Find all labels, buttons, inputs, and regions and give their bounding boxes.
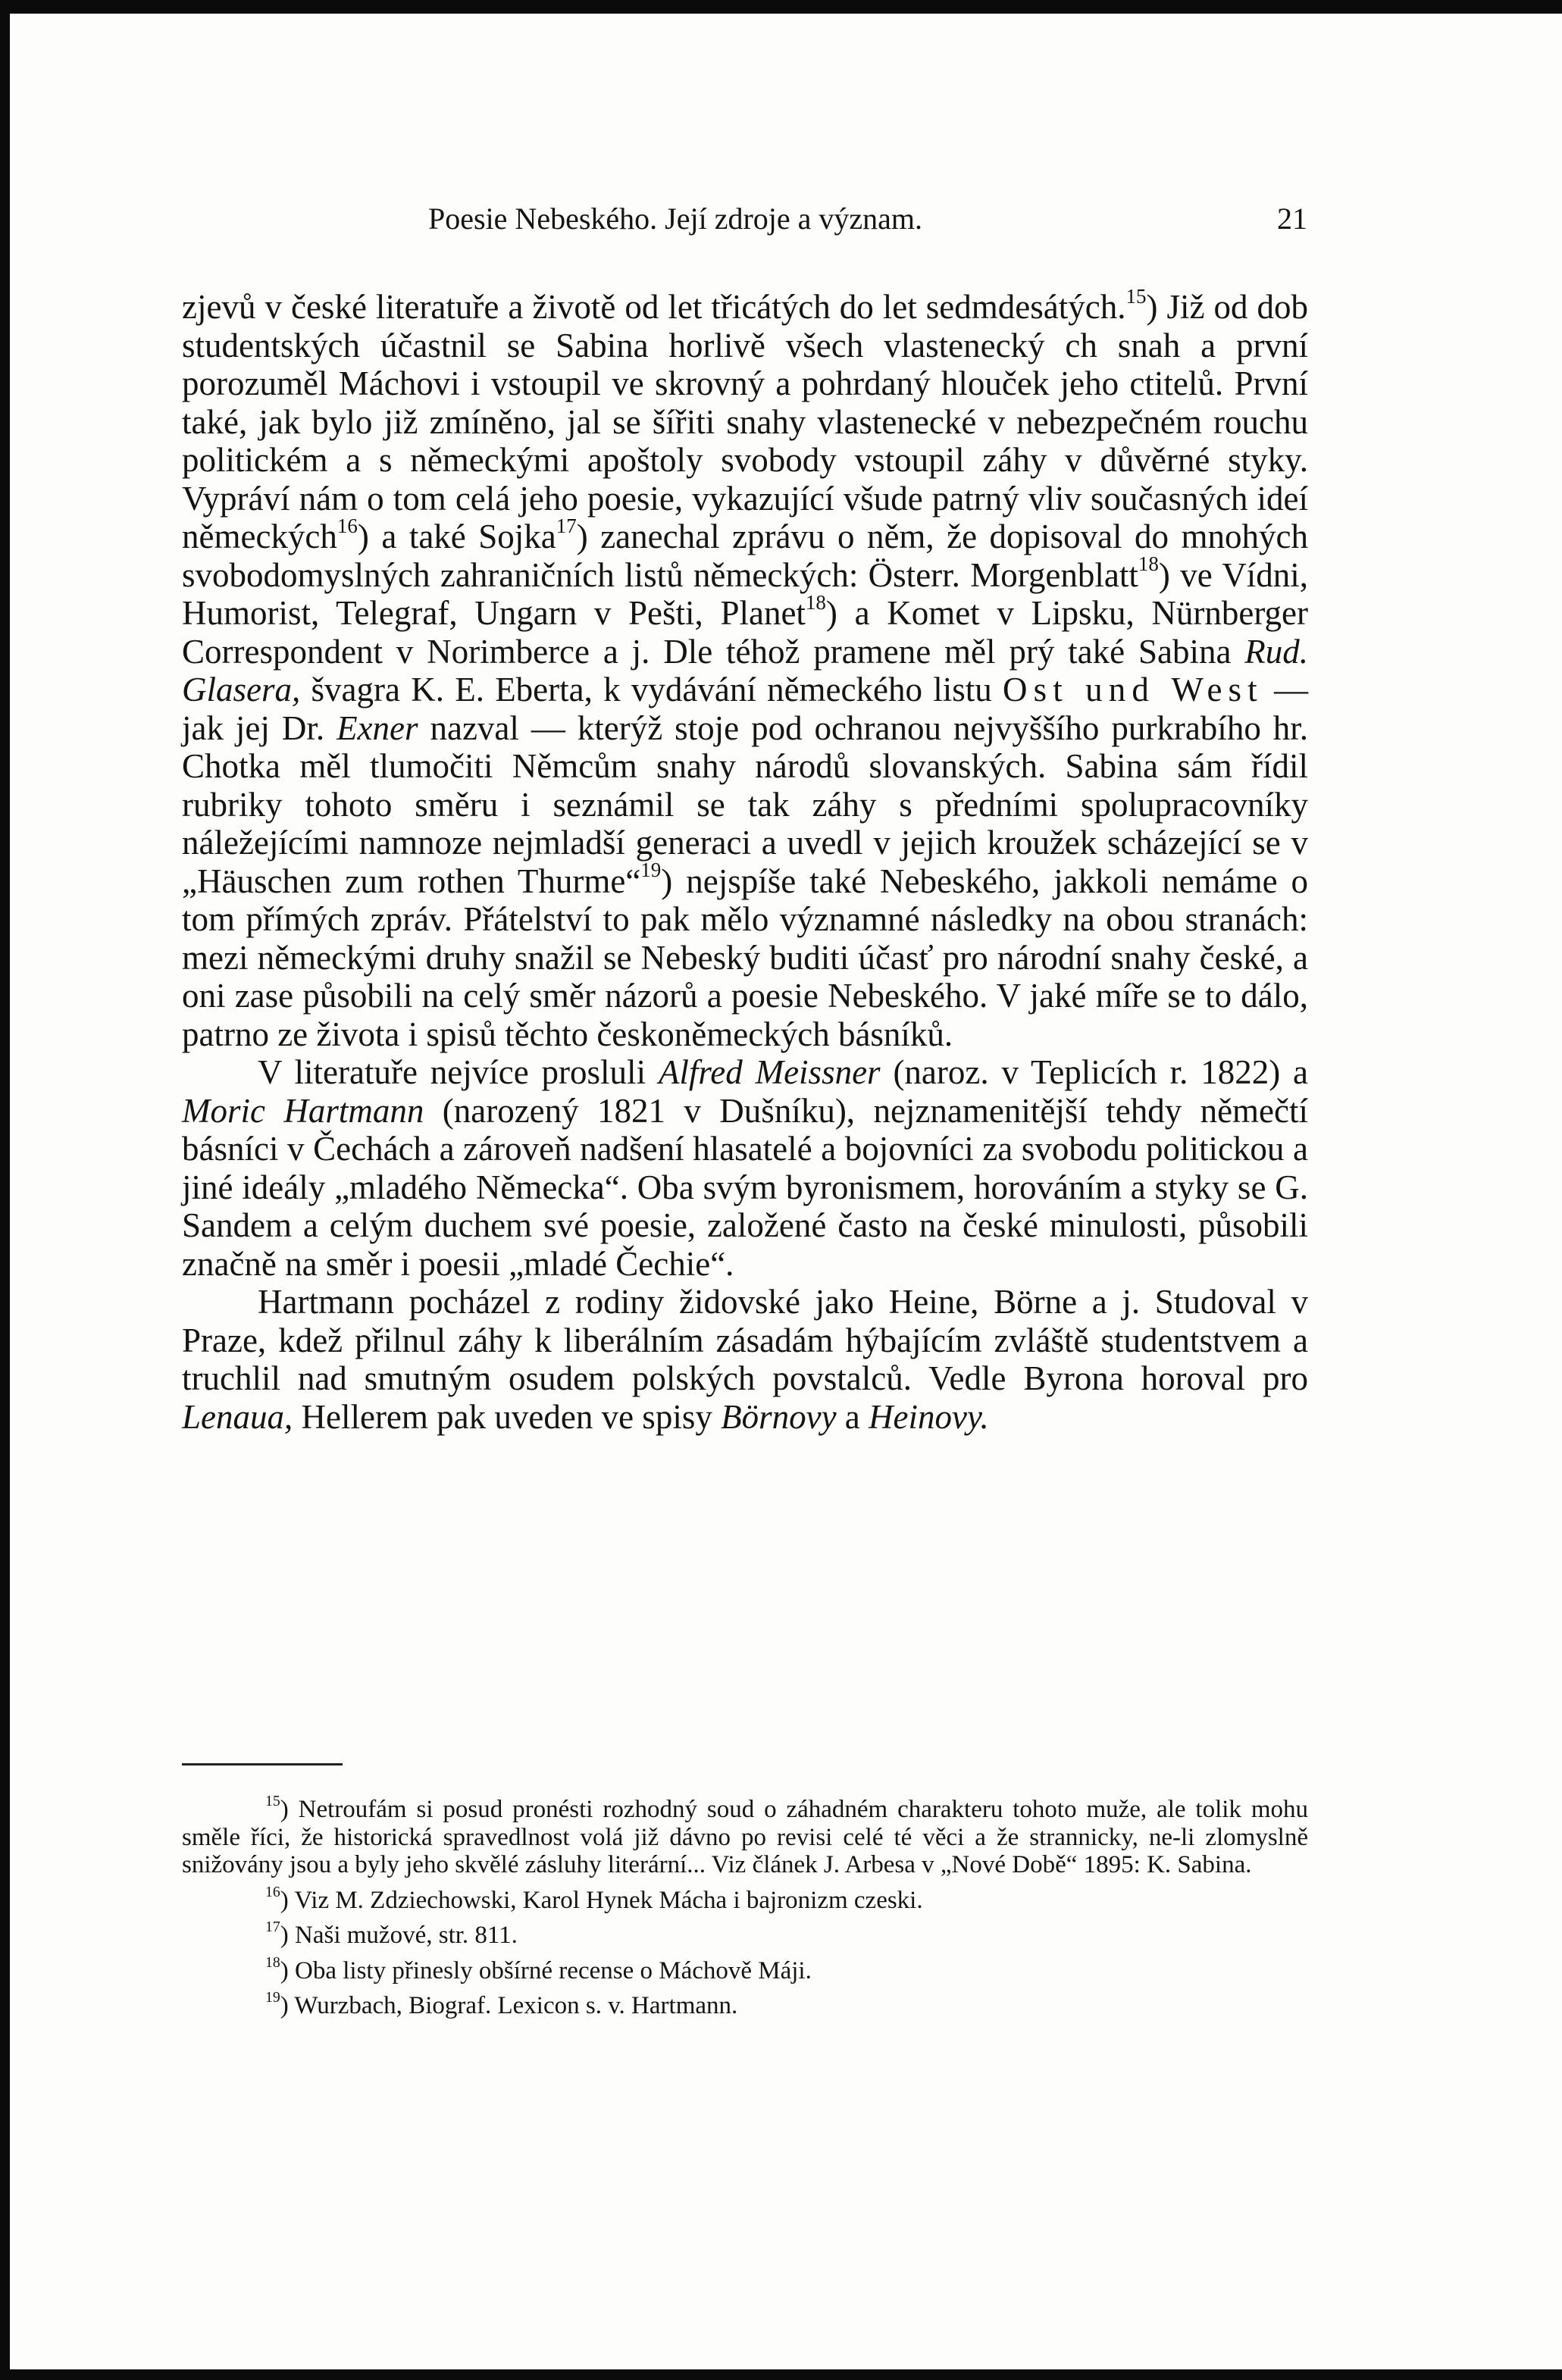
footnote-ref: 15 [1125,284,1147,308]
footnote [182,1793,1308,1879]
italic-name: Exner [337,708,418,747]
text-run: ) a také Sojka [357,518,556,555]
text-run: (narozený 1821 v Dušníku), nejznamenitější tehdy němečtí básníci v Čechách a zároveň nadšení hlasatelé a bojovníci za svobodu politickou a jiné ideály „mladého Německa“. Oba svým byronismem, horováním a styky se G. Sandem a celým duchem své poesie, založené často na české minulosti, působili značně na směr i poesii „mladé Čechie“. [182,1091,1309,1283]
footnote-ref: 17 [556,514,577,537]
text-run: ) a Komet v Lipsku, Nürnberger Correspondent v Norimberce a j. Dle téhož pramene měl prý také Sabina [182,594,1308,671]
footnote-text: ) Naši mužové, str. 811. [280,1922,518,1949]
text-run: Hartmann pocházel z rodiny židovské jako Heine, Börne a j. Studoval v Praze, kdež přilnul záhy k liberálním zásadám hýbajícím zvláště studentstvem a truchlil nad smutným osudem polských povstalců. Vedle Byrona horoval pro [182,1283,1308,1397]
text-run: ) ve Vídni, Humorist, Telegraf, Ungarn v Pešti, Planet [182,555,1308,632]
footnote [182,1989,1308,2020]
italic-name: Lenaua, [182,1397,293,1436]
spaced-title: Ost und West [1003,671,1263,708]
text-run: nazval — kterýž stoje pod ochranou nejvyššího purkrabího hr. Chotka měl tlumočiti Němcům snahy národů slovanských. Sabina sám řídil rubriky tohoto směru i seznámil se tak záhy s předními spolupracovníky náležejícími namnoze nejmladší generaci a uvedl v jejich kroužek scházející se v „Häuschen zum rothen Thurme“ [182,708,1309,900]
footnote-mark: 15 [265,1793,280,1810]
footnotes [182,1793,1308,2028]
main-text [182,284,1309,1436]
binding-mark [3,1159,9,1190]
text-run: V literatuře nejvíce prosluli [258,1053,646,1091]
footnote-mark: 16 [265,1883,280,1900]
italic-name: Rud. Glasera, [182,632,1309,708]
italic-name: Moric Hartmann [182,1091,424,1130]
footnote-text: ) Oba listy přinesly obšírné recense o Máchově Máji. [280,1956,812,1984]
footnote-ref: 18 [1138,552,1159,576]
footnote [182,1883,1308,1915]
footnote-mark: 17 [265,1919,280,1936]
footnote-ref: 16 [337,514,358,537]
footnote-separator [182,1763,343,1765]
paragraph [182,1283,1308,1436]
footnote-text: ) Wurzbach, Biograf. Lexicon s. v. Hartmann. [280,1992,738,2019]
text-run: (naroz. v Teplicích r. 1822) a [893,1053,1309,1091]
text-run: — jak jej Dr. [182,671,1309,747]
footnote-mark: 18 [265,1953,280,1971]
italic-name: Heinovy. [869,1397,989,1436]
text-run: a [844,1397,860,1436]
italic-name: Börnovy [721,1397,837,1436]
text-run: švagra K. E. Eberta, k vydávání německého listu [311,671,992,708]
footnote-ref: 18 [805,590,826,614]
footnote-text: ) Netroufám si posud pronésti rozhodný soud o záhadném charakteru tohoto muže, ale tolik mohu směle říci, že historická spravedlnost volá již dávno po revisi celé té věci a že strannicky, ne-li zlomyslně snižovány jsou a byly jeho skvělé zásluhy literární... Viz článek J. Arbesa v „Nové Době“ 1895: K. Sabina. [182,1796,1308,1878]
text-run: ) zanechal zprávu o něm, že dopisoval do mnohých svobodomyslných zahraničních listů německých: Österr. Morgenblatt [182,518,1308,594]
text-run: ) Již od dob studentských účastnil se Sabina horlivě všech vlastenecký ch snah a první porozuměl Máchovi i vstoupil ve skrovný a pohrdaný hlouček jeho ctitelů. První také, jak bylo již zmíněno, jal se šířiti snahy vlastenecké v nebezpečném rouchu politickém a s německými apoštoly svobody vstoupil záhy v důvěrné styky. Vypráví nám o tom celá jeho poesie, vykazující všude patrný vliv současných ideí německých [182,288,1308,555]
scan-border-top [0,0,1562,14]
scan-border-left [0,0,10,2380]
running-title: Poesie Nebeského. Její zdroje a význam. [428,202,923,236]
text-run: ) nejspíše také Nebeského, jakkoli nemáme o tom přímých zpráv. Přátelství to pak mělo významné následky na obou stranách: mezi německými druhy snažil se Nebeský buditi účasť pro národní snahy české, a oni zase působili na celý směr názorů a poesie Nebeského. V jaké míře se to dálo, patrno ze života i spisů těchto českoněmeckých básníků. [182,862,1308,1053]
text-run: Hellerem pak uveden ve spisy [301,1397,712,1436]
footnote-text: ) Viz M. Zdziechowski, Karol Hynek Mácha i bajronizm czeski. [280,1886,923,1914]
binding-mark [3,136,9,174]
footnote-ref: 19 [640,858,662,882]
paragraph [182,284,1309,1053]
running-header [428,195,1307,242]
paragraph [182,1053,1308,1283]
binding-mark [3,2167,9,2205]
footnote-mark: 19 [265,1989,280,2006]
footnote [182,1953,1308,1985]
italic-name: Alfred Meissner [658,1053,881,1091]
scan-border-bottom [0,2369,1562,2380]
page-number: 21 [1277,202,1307,236]
footnote [182,1919,1308,1950]
text-run: zjevů v české literatuře a životě od let třicátých do let sedmdesátých. [182,288,1126,326]
